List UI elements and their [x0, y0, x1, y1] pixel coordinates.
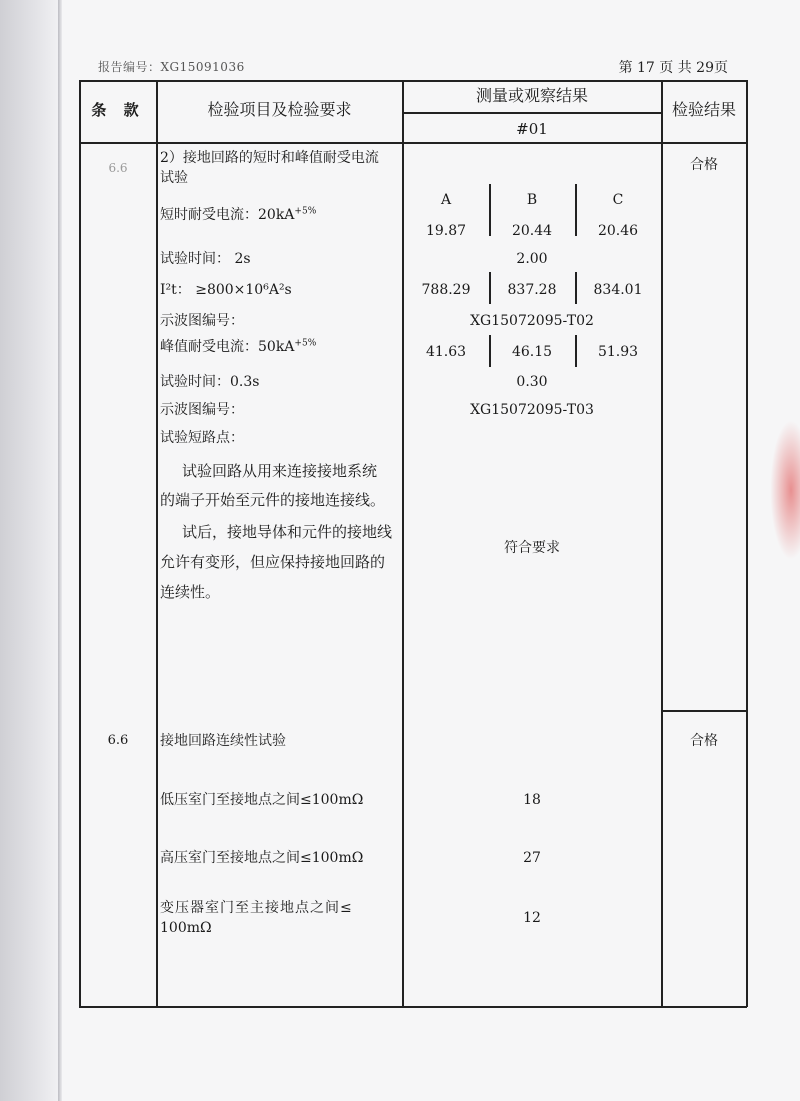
header-sub-border — [402, 112, 661, 114]
report-number: 报告编号：XG15091036 — [98, 60, 245, 74]
test-time-value: 2.00 — [516, 251, 548, 267]
header-sample-id: #01 — [516, 120, 548, 138]
requirement-paragraph-cont: 允许有变形，但应保持接地回路的 — [160, 553, 386, 571]
short-time-current-label: 短时耐受电流：$20kA^{+5\%}$ — [160, 206, 317, 223]
continuity-row-value: 12 — [523, 910, 541, 926]
header-measurement: 测量或观察结果 — [475, 86, 588, 105]
red-stamp-edge — [770, 420, 800, 560]
continuity-row-value: 27 — [523, 850, 541, 866]
i2t-a: 788.29 — [421, 282, 471, 298]
requirement-paragraph-cont: 连续性。 — [160, 583, 221, 601]
header-test-item: 检验项目及检验要求 — [207, 100, 352, 119]
requirement-paragraph: 试后，接地导体和元件的接地线 — [182, 523, 393, 541]
peak-a: 41.63 — [425, 344, 467, 360]
test-title-cont: 试验 — [160, 170, 188, 186]
continuity-row-value: 18 — [523, 792, 541, 808]
table-bottom-border — [79, 1006, 747, 1008]
phase-b-label: B — [526, 192, 538, 208]
test-title: 接地回路连续性试验 — [160, 733, 286, 749]
short-time-c: 20.46 — [597, 223, 639, 239]
test-time-value: 0.30 — [516, 374, 548, 390]
tolerance-superscript: +5% — [294, 206, 317, 217]
col-divider-3 — [661, 80, 663, 1007]
requirement-paragraph-cont: 的端子开始至元件的接地连接线。 — [160, 491, 386, 509]
short-time-b: 20.44 — [511, 223, 553, 239]
binding-shadow — [0, 0, 62, 1101]
continuity-row-label-cont: 100mΩ — [160, 920, 212, 936]
clause-number: 6.6 — [108, 161, 128, 175]
table-left-border — [79, 80, 81, 1007]
col-divider-1 — [156, 80, 158, 1007]
continuity-row-label: 低压室门至接地点之间≤100mΩ — [160, 792, 364, 808]
result-divider — [662, 710, 747, 712]
i2t-c: 834.01 — [593, 282, 643, 298]
waveform-label: 示波图编号： — [160, 402, 244, 418]
header-clause: 条 款 — [91, 101, 145, 119]
header-bottom-border — [79, 142, 747, 144]
header-result: 检验结果 — [671, 100, 736, 119]
i2t-label: I²t： ≥800×10⁶A²s — [160, 282, 292, 298]
table-right-border — [746, 80, 748, 1007]
short-time-a: 19.87 — [425, 223, 467, 239]
continuity-row-label: 变压器室门至主接地点之间≤ — [160, 900, 353, 916]
peak-b: 46.15 — [511, 344, 553, 360]
peak-c: 51.93 — [597, 344, 639, 360]
page-number: 第 17 页 共 29页 — [618, 60, 728, 76]
test-title: 2）接地回路的短时和峰值耐受电流 — [160, 150, 379, 166]
test-time-label: 试验时间： 2s — [160, 251, 251, 267]
requirement-paragraph: 试验回路从用来连接接地系统 — [182, 462, 378, 480]
waveform-id: XG15072095-T02 — [470, 313, 594, 329]
conformity-statement: 符合要求 — [504, 540, 560, 556]
test-time-label: 试验时间：0.3s — [160, 374, 260, 390]
clause-number: 6.6 — [107, 733, 129, 748]
i2t-b: 837.28 — [507, 282, 557, 298]
waveform-label: 示波图编号： — [160, 313, 244, 329]
continuity-row-label: 高压室门至接地点之间≤100mΩ — [160, 850, 364, 866]
test-result: 合格 — [690, 157, 718, 173]
table-top-border — [79, 80, 747, 82]
short-circuit-point-label: 试验短路点： — [160, 430, 244, 446]
waveform-id: XG15072095-T03 — [470, 402, 594, 418]
peak-current-label: 峰值耐受电流：$50kA^{+5\%}$ — [160, 338, 317, 355]
test-result: 合格 — [690, 733, 718, 749]
phase-a-label: A — [440, 192, 452, 208]
phase-c-label: C — [612, 192, 624, 208]
tolerance-superscript: +5% — [294, 338, 317, 349]
